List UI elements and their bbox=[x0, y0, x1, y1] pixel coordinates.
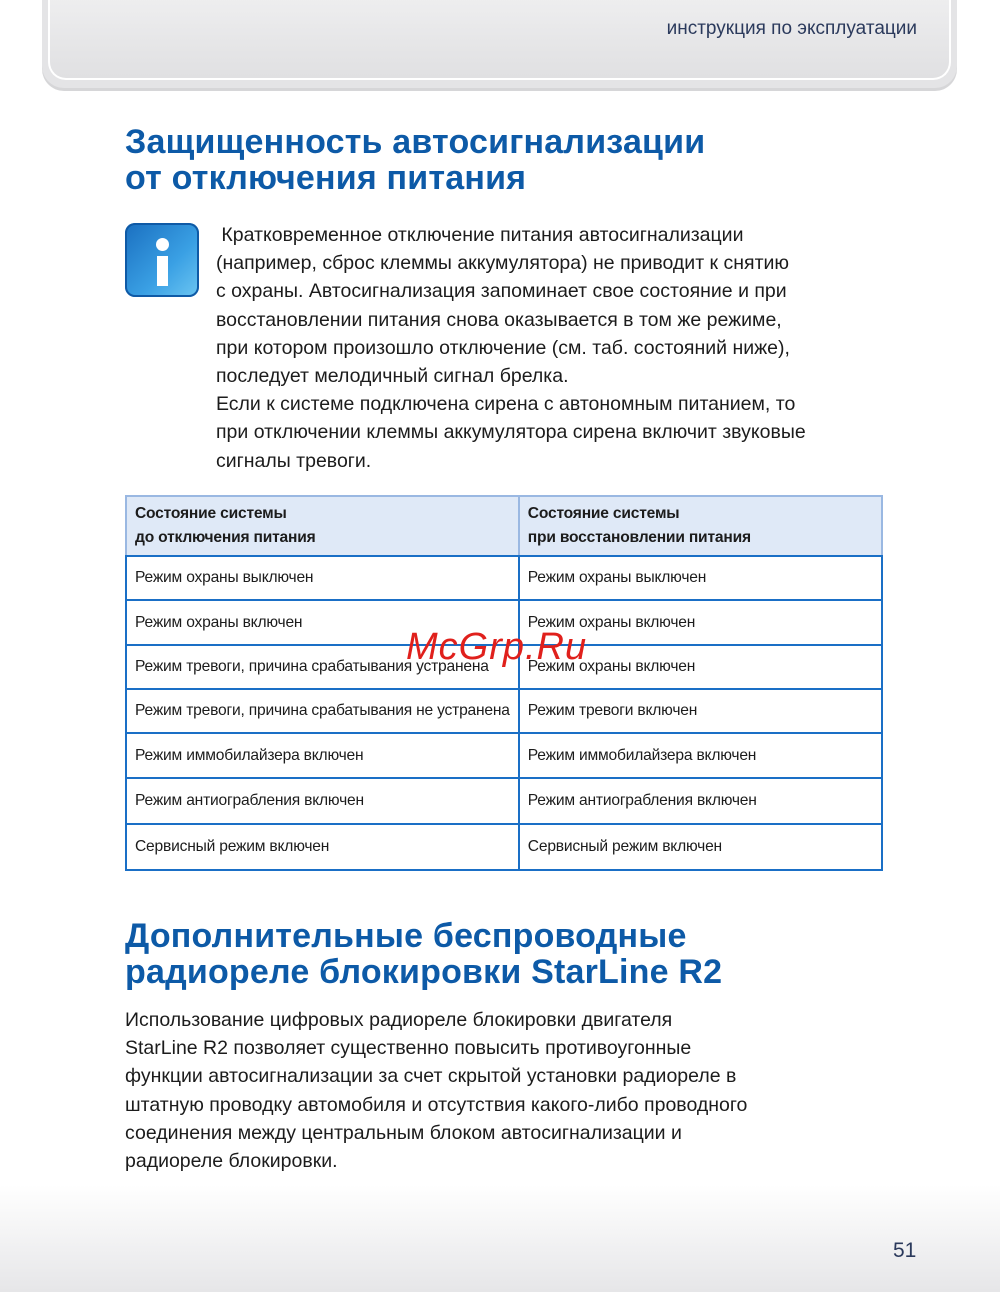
text-line: последует мелодичный сигнал брелка. bbox=[216, 365, 569, 388]
cell-before: Режим тревоги, причина срабатывания устранена bbox=[126, 645, 519, 689]
text-line: при котором произошло отключение (см. таб. состояний ниже), bbox=[216, 336, 790, 359]
info-paragraph bbox=[216, 221, 806, 475]
table-row bbox=[126, 733, 882, 778]
text-line: Использование цифровых радиореле блокировки двигателя bbox=[125, 1009, 673, 1031]
text-line: с охраны. Автосигнализация запоминает свое состояние и при bbox=[216, 280, 787, 303]
page-header-band bbox=[42, 0, 957, 88]
cell-before: Сервисный режим включен bbox=[126, 824, 519, 870]
cell-after: Режим тревоги включен bbox=[519, 689, 882, 733]
section-title-starline-r2 bbox=[125, 918, 722, 990]
cell-after: Режим охраны включен bbox=[519, 645, 882, 689]
text-line: соединения между центральным блоком автосигнализации и bbox=[125, 1121, 682, 1144]
starline-paragraph bbox=[125, 1006, 747, 1175]
column-header-before: Состояние системы до отключения питания bbox=[126, 496, 519, 556]
page-number: 51 bbox=[893, 1239, 917, 1262]
table-header-row bbox=[126, 496, 882, 556]
text-line: StarLine R2 позволяет существенно повысить противоугонные bbox=[125, 1037, 692, 1060]
text-line: штатную проводку автомобиля и отсутствия какого-либо проводного bbox=[125, 1093, 748, 1116]
running-title: инструкция по эксплуатации bbox=[666, 18, 917, 39]
cell-after: Режим антиограбления включен bbox=[519, 778, 882, 824]
section-title-power-protection bbox=[125, 124, 705, 196]
text-line: при отключении клеммы аккумулятора сирена включит звуковые bbox=[216, 421, 806, 444]
cell-after: Режим иммобилайзера включен bbox=[519, 733, 882, 778]
cell-before: Режим иммобилайзера включен bbox=[126, 733, 519, 778]
text-line: Если к системе подключена сирена с автономным питанием, то bbox=[216, 393, 796, 416]
title-line: Защищенность автосигнализации bbox=[125, 123, 706, 161]
text-line: восстановлении питания снова оказывается в том же режиме, bbox=[216, 308, 782, 331]
power-state-table bbox=[125, 495, 883, 871]
cell-before: Режим тревоги, причина срабатывания не устранена bbox=[126, 689, 519, 733]
cell-after: Режим охраны выключен bbox=[519, 556, 882, 600]
text-line: радиореле блокировки. bbox=[125, 1150, 338, 1173]
text-line: функции автосигнализации за счет скрытой установки радиореле в bbox=[125, 1065, 737, 1088]
table-row bbox=[126, 824, 882, 870]
info-icon bbox=[125, 223, 199, 297]
text-line: (например, сброс клеммы аккумулятора) не приводит к снятию bbox=[216, 252, 790, 275]
table-row bbox=[126, 556, 882, 600]
title-line: от отключения питания bbox=[125, 159, 527, 197]
title-line: радиореле блокировки StarLine R2 bbox=[125, 953, 723, 991]
cell-after: Сервисный режим включен bbox=[519, 824, 882, 870]
table-row bbox=[126, 778, 882, 824]
cell-before: Режим охраны выключен bbox=[126, 556, 519, 600]
cell-before: Режим антиограбления включен bbox=[126, 778, 519, 824]
column-header-after: Состояние системы при восстановлении питания bbox=[519, 496, 882, 556]
table-row bbox=[126, 689, 882, 733]
page-footer-band bbox=[0, 1185, 1000, 1292]
cell-before: Режим охраны включен bbox=[126, 600, 519, 645]
text-line: Кратковременное отключение питания автосигнализации bbox=[216, 224, 744, 246]
title-line: Дополнительные беспроводные bbox=[125, 917, 687, 955]
watermark: McGrp.Ru bbox=[406, 626, 588, 668]
text-line: сигналы тревоги. bbox=[216, 449, 372, 472]
cell-after: Режим охраны включен bbox=[519, 600, 882, 645]
